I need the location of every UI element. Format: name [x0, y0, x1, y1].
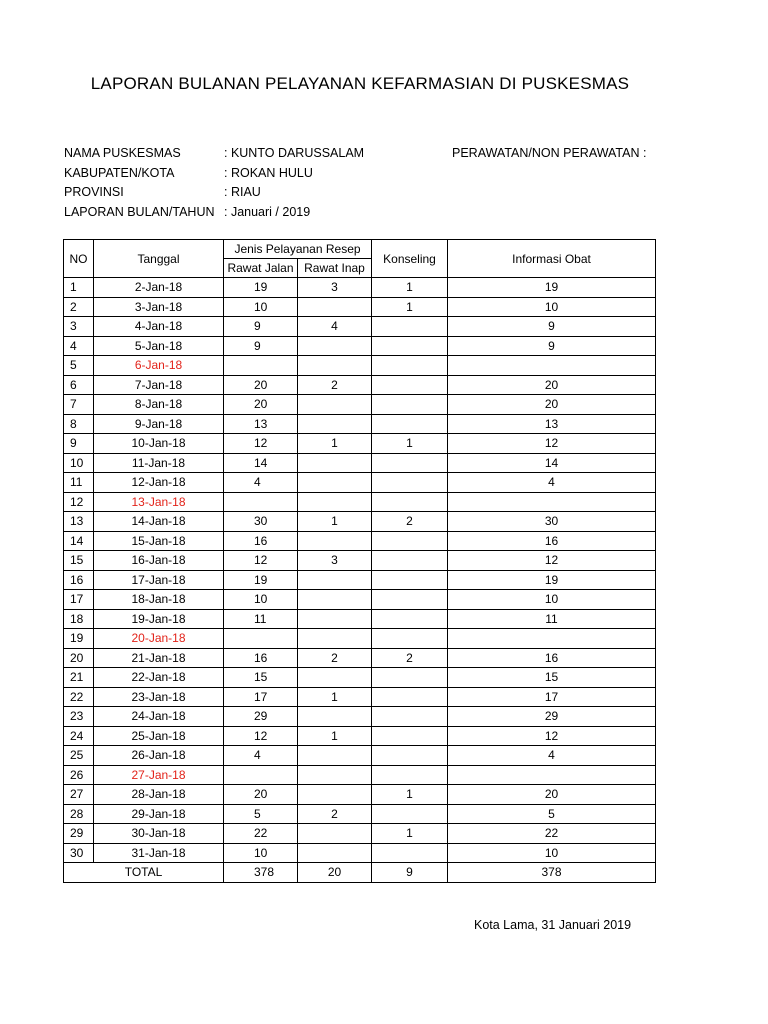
row-no: 1	[64, 278, 94, 298]
row-no: 14	[64, 531, 94, 551]
row-date: 10-Jan-18	[94, 434, 224, 454]
table-row	[64, 336, 656, 356]
row-rawat-inap	[298, 473, 372, 493]
row-informasi-obat	[448, 765, 656, 785]
row-date: 2-Jan-18	[94, 278, 224, 298]
row-rawat-inap: 3	[298, 551, 372, 571]
row-no: 15	[64, 551, 94, 571]
row-no: 27	[64, 785, 94, 805]
table-row	[64, 570, 656, 590]
row-informasi-obat: 15	[448, 668, 656, 688]
header-rawat-inap: Rawat Inap	[298, 259, 372, 278]
table-row	[64, 629, 656, 649]
row-no: 2	[64, 297, 94, 317]
row-rawat-inap	[298, 492, 372, 512]
total-row	[64, 863, 656, 883]
row-rawat-jalan	[224, 629, 298, 649]
row-konseling	[372, 668, 448, 688]
label-kabupaten-kota: KABUPATEN/KOTA	[64, 165, 175, 180]
row-date: 31-Jan-18	[94, 843, 224, 863]
table-row	[64, 512, 656, 532]
table-row	[64, 687, 656, 707]
row-informasi-obat: 16	[448, 648, 656, 668]
row-rawat-jalan: 11	[224, 609, 298, 629]
row-rawat-jalan: 4	[224, 473, 298, 493]
row-no: 16	[64, 570, 94, 590]
table-row	[64, 551, 656, 571]
row-date: 20-Jan-18	[94, 629, 224, 649]
row-date: 24-Jan-18	[94, 707, 224, 727]
total-informasi-obat: 378	[448, 863, 656, 883]
row-rawat-jalan: 20	[224, 375, 298, 395]
row-rawat-inap	[298, 843, 372, 863]
row-date: 4-Jan-18	[94, 317, 224, 337]
row-date: 13-Jan-18	[94, 492, 224, 512]
row-rawat-jalan: 16	[224, 648, 298, 668]
row-informasi-obat: 20	[448, 395, 656, 415]
row-konseling	[372, 395, 448, 415]
table-row	[64, 843, 656, 863]
row-informasi-obat: 11	[448, 609, 656, 629]
row-konseling	[372, 765, 448, 785]
table-row	[64, 395, 656, 415]
row-informasi-obat: 12	[448, 726, 656, 746]
row-konseling	[372, 687, 448, 707]
row-rawat-inap: 1	[298, 512, 372, 532]
row-konseling	[372, 746, 448, 766]
row-konseling: 1	[372, 785, 448, 805]
label-laporan-bulan-tahun: LAPORAN BULAN/TAHUN	[64, 204, 215, 219]
table-row	[64, 590, 656, 610]
row-rawat-inap	[298, 765, 372, 785]
row-no: 18	[64, 609, 94, 629]
row-rawat-inap: 2	[298, 648, 372, 668]
row-no: 7	[64, 395, 94, 415]
row-no: 22	[64, 687, 94, 707]
row-no: 4	[64, 336, 94, 356]
row-konseling	[372, 356, 448, 376]
table-row	[64, 375, 656, 395]
row-konseling	[372, 707, 448, 727]
row-date: 28-Jan-18	[94, 785, 224, 805]
row-konseling: 1	[372, 297, 448, 317]
row-rawat-inap: 3	[298, 278, 372, 298]
value-provinsi: : RIAU	[224, 185, 261, 199]
row-date: 14-Jan-18	[94, 512, 224, 532]
row-rawat-inap: 2	[298, 375, 372, 395]
row-no: 30	[64, 843, 94, 863]
row-date: 27-Jan-18	[94, 765, 224, 785]
row-rawat-jalan: 4	[224, 746, 298, 766]
row-rawat-jalan: 12	[224, 551, 298, 571]
table-row	[64, 726, 656, 746]
row-rawat-jalan: 20	[224, 785, 298, 805]
row-rawat-inap	[298, 395, 372, 415]
row-rawat-inap	[298, 668, 372, 688]
row-konseling	[372, 629, 448, 649]
table-row	[64, 278, 656, 298]
row-no: 28	[64, 804, 94, 824]
row-informasi-obat: 12	[448, 551, 656, 571]
header-informasi-obat: Informasi Obat	[448, 240, 656, 278]
row-informasi-obat: 20	[448, 785, 656, 805]
row-rawat-inap: 4	[298, 317, 372, 337]
info-values	[224, 144, 364, 222]
value-kabupaten-kota: : ROKAN HULU	[224, 165, 313, 180]
row-rawat-jalan: 9	[224, 317, 298, 337]
row-date: 5-Jan-18	[94, 336, 224, 356]
row-no: 11	[64, 473, 94, 493]
value-nama-puskesmas: : KUNTO DARUSSALAM	[224, 146, 365, 160]
row-rawat-jalan	[224, 356, 298, 376]
row-informasi-obat: 22	[448, 824, 656, 844]
row-informasi-obat: 9	[448, 317, 656, 337]
table-row	[64, 492, 656, 512]
row-date: 11-Jan-18	[94, 453, 224, 473]
table-row	[64, 746, 656, 766]
row-informasi-obat: 4	[448, 473, 656, 493]
row-rawat-jalan: 5	[224, 804, 298, 824]
row-no: 13	[64, 512, 94, 532]
row-rawat-jalan: 10	[224, 843, 298, 863]
row-rawat-inap	[298, 297, 372, 317]
row-informasi-obat: 5	[448, 804, 656, 824]
row-rawat-inap	[298, 590, 372, 610]
header-konseling: Konseling	[372, 240, 448, 278]
table-row	[64, 785, 656, 805]
row-rawat-inap	[298, 609, 372, 629]
row-rawat-inap: 2	[298, 804, 372, 824]
row-rawat-jalan: 13	[224, 414, 298, 434]
row-rawat-jalan: 22	[224, 824, 298, 844]
row-date: 19-Jan-18	[94, 609, 224, 629]
row-rawat-inap: 1	[298, 726, 372, 746]
table-row	[64, 609, 656, 629]
row-informasi-obat: 9	[448, 336, 656, 356]
row-konseling	[372, 492, 448, 512]
table-row	[64, 824, 656, 844]
row-rawat-inap	[298, 746, 372, 766]
row-date: 30-Jan-18	[94, 824, 224, 844]
row-rawat-jalan: 12	[224, 434, 298, 454]
row-rawat-jalan: 10	[224, 297, 298, 317]
total-rawat-inap: 20	[298, 863, 372, 883]
header-no: NO	[64, 240, 94, 278]
row-konseling	[372, 804, 448, 824]
table-row	[64, 707, 656, 727]
row-rawat-inap	[298, 531, 372, 551]
label-nama-puskesmas: NAMA PUSKESMAS	[64, 146, 181, 160]
row-date: 7-Jan-18	[94, 375, 224, 395]
row-informasi-obat	[448, 356, 656, 376]
row-date: 16-Jan-18	[94, 551, 224, 571]
row-date: 23-Jan-18	[94, 687, 224, 707]
row-rawat-jalan: 12	[224, 726, 298, 746]
row-date: 18-Jan-18	[94, 590, 224, 610]
row-no: 19	[64, 629, 94, 649]
row-rawat-jalan: 29	[224, 707, 298, 727]
row-no: 26	[64, 765, 94, 785]
row-no: 5	[64, 356, 94, 376]
row-rawat-inap	[298, 570, 372, 590]
row-konseling	[372, 414, 448, 434]
row-date: 17-Jan-18	[94, 570, 224, 590]
row-rawat-inap	[298, 336, 372, 356]
row-rawat-inap	[298, 629, 372, 649]
row-informasi-obat: 10	[448, 297, 656, 317]
row-rawat-inap	[298, 785, 372, 805]
row-rawat-jalan	[224, 765, 298, 785]
row-rawat-jalan: 15	[224, 668, 298, 688]
row-rawat-jalan: 9	[224, 336, 298, 356]
row-informasi-obat: 17	[448, 687, 656, 707]
total-label: TOTAL	[64, 863, 224, 883]
row-rawat-inap	[298, 414, 372, 434]
row-date: 3-Jan-18	[94, 297, 224, 317]
row-konseling: 2	[372, 512, 448, 532]
row-informasi-obat: 16	[448, 531, 656, 551]
row-informasi-obat: 19	[448, 570, 656, 590]
table-row	[64, 453, 656, 473]
row-konseling	[372, 453, 448, 473]
table-row	[64, 668, 656, 688]
header-tanggal: Tanggal	[94, 240, 224, 278]
row-no: 29	[64, 824, 94, 844]
info-labels	[64, 144, 215, 222]
row-konseling	[372, 531, 448, 551]
row-no: 20	[64, 648, 94, 668]
row-date: 25-Jan-18	[94, 726, 224, 746]
header-row-1	[64, 240, 656, 259]
row-konseling	[372, 375, 448, 395]
row-konseling	[372, 336, 448, 356]
row-konseling: 1	[372, 278, 448, 298]
total-konseling: 9	[372, 863, 448, 883]
row-informasi-obat: 19	[448, 278, 656, 298]
row-date: 26-Jan-18	[94, 746, 224, 766]
row-no: 9	[64, 434, 94, 454]
row-date: 6-Jan-18	[94, 356, 224, 376]
row-informasi-obat	[448, 629, 656, 649]
table-row	[64, 356, 656, 376]
row-no: 6	[64, 375, 94, 395]
row-informasi-obat: 14	[448, 453, 656, 473]
row-rawat-inap	[298, 824, 372, 844]
row-konseling	[372, 317, 448, 337]
row-date: 8-Jan-18	[94, 395, 224, 415]
table-row	[64, 317, 656, 337]
table-row	[64, 434, 656, 454]
row-konseling	[372, 570, 448, 590]
row-rawat-jalan	[224, 492, 298, 512]
row-rawat-inap: 1	[298, 687, 372, 707]
row-date: 22-Jan-18	[94, 668, 224, 688]
row-rawat-jalan: 19	[224, 278, 298, 298]
row-no: 8	[64, 414, 94, 434]
row-no: 25	[64, 746, 94, 766]
row-rawat-inap	[298, 356, 372, 376]
row-no: 24	[64, 726, 94, 746]
row-no: 21	[64, 668, 94, 688]
row-rawat-jalan: 14	[224, 453, 298, 473]
header-jenis-pelayanan-resep: Jenis Pelayanan Resep	[224, 240, 372, 259]
report-table	[63, 239, 656, 883]
row-konseling: 1	[372, 824, 448, 844]
row-rawat-jalan: 20	[224, 395, 298, 415]
row-date: 21-Jan-18	[94, 648, 224, 668]
row-no: 10	[64, 453, 94, 473]
row-rawat-jalan: 16	[224, 531, 298, 551]
row-informasi-obat: 10	[448, 590, 656, 610]
row-rawat-inap	[298, 707, 372, 727]
table-row	[64, 473, 656, 493]
header-rawat-jalan: Rawat Jalan	[224, 259, 298, 278]
row-rawat-inap: 1	[298, 434, 372, 454]
row-informasi-obat: 12	[448, 434, 656, 454]
row-rawat-inap	[298, 453, 372, 473]
table-body	[64, 278, 656, 863]
table-row	[64, 648, 656, 668]
value-laporan-bulan-tahun: : Januari / 2019	[224, 204, 311, 219]
row-no: 3	[64, 317, 94, 337]
report-title: LAPORAN BULANAN PELAYANAN KEFARMASIAN DI PUSKESMAS	[90, 74, 630, 93]
row-date: 12-Jan-18	[94, 473, 224, 493]
row-konseling	[372, 473, 448, 493]
row-date: 29-Jan-18	[94, 804, 224, 824]
row-rawat-jalan: 17	[224, 687, 298, 707]
row-informasi-obat: 30	[448, 512, 656, 532]
row-no: 17	[64, 590, 94, 610]
table-row	[64, 531, 656, 551]
table-row	[64, 414, 656, 434]
row-informasi-obat: 4	[448, 746, 656, 766]
row-rawat-jalan: 10	[224, 590, 298, 610]
row-date: 9-Jan-18	[94, 414, 224, 434]
total-rawat-jalan: 378	[224, 863, 298, 883]
table-row	[64, 297, 656, 317]
row-konseling: 2	[372, 648, 448, 668]
table-row	[64, 765, 656, 785]
perawatan-label: PERAWATAN/NON PERAWATAN :	[452, 146, 647, 160]
row-informasi-obat	[448, 492, 656, 512]
row-no: 12	[64, 492, 94, 512]
row-no: 23	[64, 707, 94, 727]
row-konseling	[372, 843, 448, 863]
row-rawat-jalan: 19	[224, 570, 298, 590]
label-provinsi: PROVINSI	[64, 185, 124, 199]
row-rawat-jalan: 30	[224, 512, 298, 532]
footer-place-date: Kota Lama, 31 Januari 2019	[474, 918, 632, 932]
row-konseling	[372, 590, 448, 610]
row-informasi-obat: 20	[448, 375, 656, 395]
table-row	[64, 804, 656, 824]
row-informasi-obat: 29	[448, 707, 656, 727]
row-konseling	[372, 609, 448, 629]
row-date: 15-Jan-18	[94, 531, 224, 551]
row-konseling: 1	[372, 434, 448, 454]
row-konseling	[372, 726, 448, 746]
row-informasi-obat: 13	[448, 414, 656, 434]
row-informasi-obat: 10	[448, 843, 656, 863]
row-konseling	[372, 551, 448, 571]
